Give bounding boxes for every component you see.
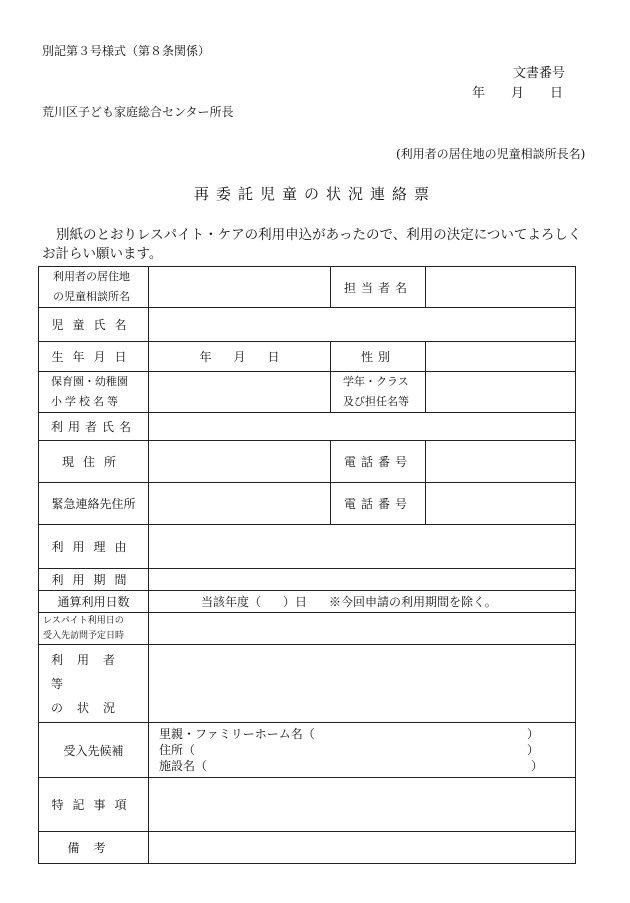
month-label: 月 bbox=[511, 86, 525, 101]
intro-text bbox=[42, 226, 590, 264]
user-name-field[interactable] bbox=[149, 413, 576, 441]
remarks-label: 備考 bbox=[39, 832, 149, 864]
user-name-label: 利用者氏名 bbox=[39, 413, 149, 441]
situation-field[interactable] bbox=[149, 645, 576, 723]
visit-field[interactable] bbox=[149, 613, 576, 645]
day-label: 日 bbox=[550, 86, 564, 101]
year-label: 年 bbox=[472, 86, 486, 101]
emergency-address-field[interactable] bbox=[149, 483, 331, 525]
phone-label: 電話番号 bbox=[331, 441, 426, 483]
residence-office-label: 利用者の居住地 の児童相談所名 bbox=[39, 267, 149, 308]
reason-label: 利用理由 bbox=[39, 525, 149, 569]
total-days-note: ※今回申請の利用期間を除く。 bbox=[329, 595, 497, 609]
candidate-foster-line: 里親・ファミリーホーム名（ ） bbox=[159, 727, 540, 741]
school-field[interactable] bbox=[149, 372, 331, 413]
notes-field[interactable] bbox=[149, 778, 576, 832]
emergency-address-label: 緊急連絡先住所 bbox=[39, 483, 149, 525]
candidate-facility-line: 施設名（ ） bbox=[159, 759, 544, 773]
total-days-field[interactable] bbox=[149, 591, 576, 613]
school-label: 保育園・幼稚園 小学校名等 bbox=[39, 372, 149, 413]
address-field[interactable] bbox=[149, 441, 331, 483]
child-name-field[interactable] bbox=[149, 308, 576, 342]
gender-field[interactable] bbox=[426, 342, 576, 372]
period-field[interactable] bbox=[149, 569, 576, 591]
child-name-label: 児童氏名 bbox=[39, 308, 149, 342]
intro-line-1: 別紙のとおりレスパイト・ケアの利用申込があったので、利用の決定についてよろしく bbox=[56, 227, 582, 243]
period-label: 利用期間 bbox=[39, 569, 149, 591]
reason-field[interactable] bbox=[149, 525, 576, 569]
staff-field[interactable] bbox=[426, 267, 576, 308]
main-form-table bbox=[38, 266, 576, 864]
date-line bbox=[472, 82, 563, 101]
residence-office-field[interactable] bbox=[149, 267, 331, 308]
phone-field[interactable] bbox=[426, 441, 576, 483]
remarks-field[interactable] bbox=[149, 832, 576, 864]
form-label: 別記第３号様式（第８条関係） bbox=[42, 44, 211, 58]
intro-line-2: お計らい願います。 bbox=[42, 246, 163, 262]
recipient: 荒川区子ども家庭総合センター所長 bbox=[42, 105, 234, 119]
address-label: 現住所 bbox=[39, 441, 149, 483]
form-title: 再委託児童の状況連絡票 bbox=[193, 185, 436, 203]
notes-label: 特記事項 bbox=[39, 778, 149, 832]
candidate-label: 受入先候補 bbox=[39, 723, 149, 778]
phone2-label: 電話番号 bbox=[331, 483, 426, 525]
situation-label: 利用者等 の状況 bbox=[39, 645, 149, 723]
total-days-label: 通算利用日数 bbox=[39, 591, 149, 613]
candidate-address-line: 住所（ ） bbox=[159, 743, 540, 757]
grade-label: 学年・クラス 及び担任名等 bbox=[331, 372, 426, 413]
document-number-label: 文書番号 bbox=[513, 66, 566, 81]
total-days-suffix: ）日 bbox=[283, 595, 308, 609]
birthdate-field[interactable]: 年 月 日 bbox=[149, 342, 331, 372]
visit-label: レスパイト利用日の 受入先訪問予定日時 bbox=[39, 613, 149, 645]
staff-label: 担当者名 bbox=[331, 267, 426, 308]
gender-label: 性別 bbox=[331, 342, 426, 372]
grade-field[interactable] bbox=[426, 372, 576, 413]
total-days-prefix: 当該年度（ bbox=[201, 595, 262, 609]
candidate-field[interactable] bbox=[149, 723, 576, 778]
birthdate-label: 生年月日 bbox=[39, 342, 149, 372]
phone2-field[interactable] bbox=[426, 483, 576, 525]
sender: (利用者の居住地の児童相談所長名) bbox=[396, 147, 586, 161]
